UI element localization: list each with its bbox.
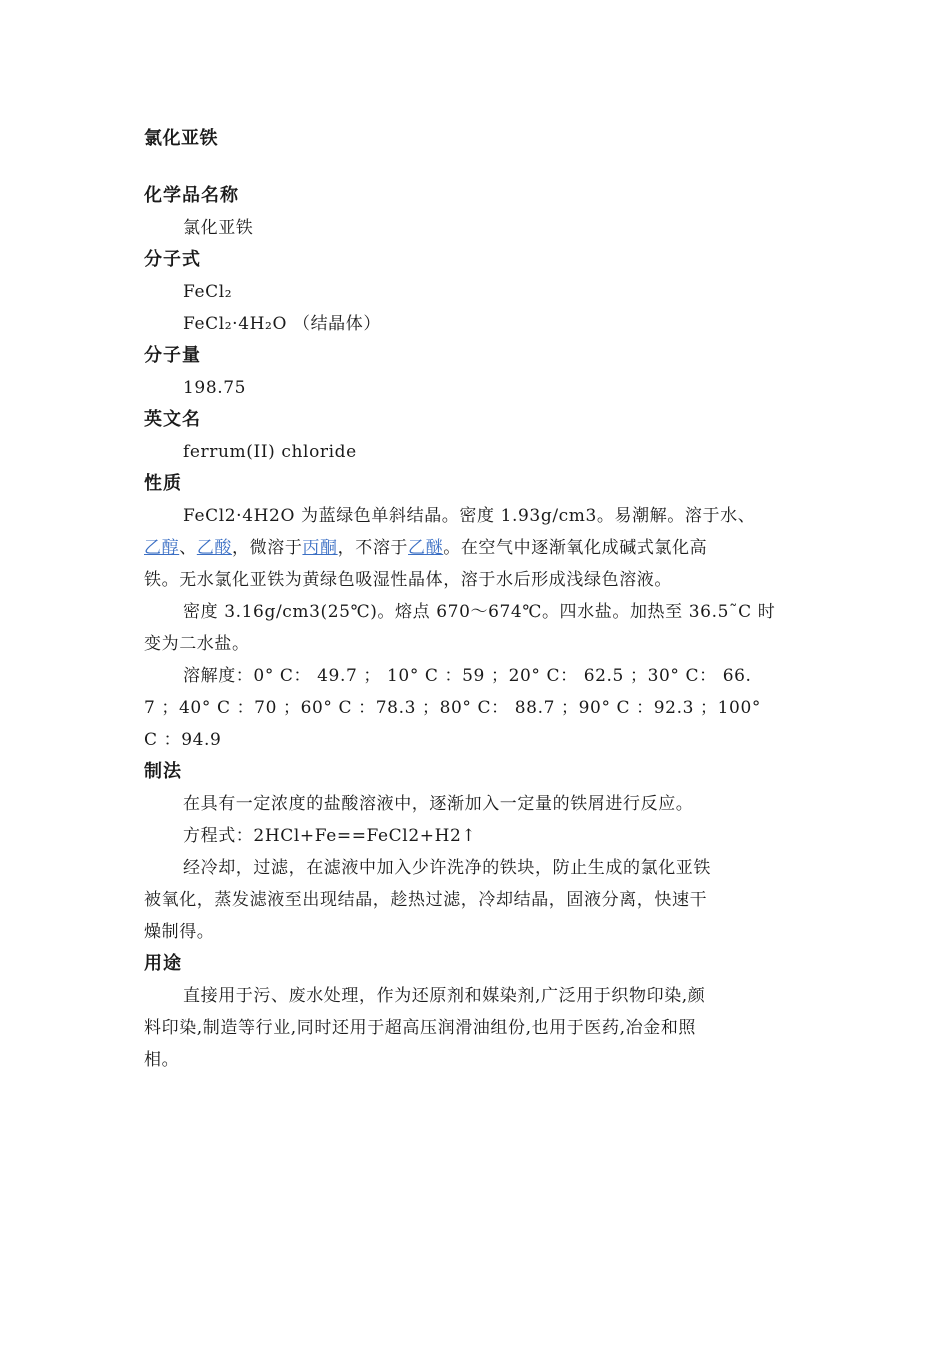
uses-text: 相。 <box>144 1050 180 1070</box>
heading-formula: 分子式 <box>144 249 201 270</box>
heading-molecular-weight: 分子量 <box>144 345 201 366</box>
properties-solubility-text: C ：94.9 <box>144 730 222 750</box>
document-title: 氯化亚铁 <box>144 128 218 149</box>
properties-density-text: 变为二水盐。 <box>144 634 250 654</box>
chemical-name-value: 氯化亚铁 <box>183 218 254 238</box>
document-body <box>144 180 808 1076</box>
properties-solubility-text: 溶解度：0° C： 49.7 ； 10° C ：59 ；20° C： 62.5 ；30° C： 66. <box>183 666 752 686</box>
properties-text: 。在空气中逐渐氧化成碱式氯化高 <box>443 538 708 558</box>
uses-text: 料印染,制造等行业,同时还用于超高压润滑油组份,也用于医药,冶金和照 <box>144 1018 697 1038</box>
preparation-equation: 方程式：2HCl+Fe==FeCl2+H2↑ <box>183 826 477 846</box>
properties-text <box>144 532 808 564</box>
english-name-value: ferrum(II) chloride <box>183 442 357 462</box>
properties-text: 铁。无水氯化亚铁为黄绿色吸湿性晶体，溶于水后形成浅绿色溶液。 <box>144 570 672 590</box>
heading-properties: 性质 <box>144 473 182 494</box>
uses-text: 直接用于污、废水处理，作为还原剂和媒染剂,广泛用于织物印染,颜 <box>183 986 706 1006</box>
preparation-text: 在具有一定浓度的盐酸溶液中，逐渐加入一定量的铁屑进行反应。 <box>183 794 694 814</box>
properties-density-text: 密度 3.16g/cm3(25℃)。熔点 670～674℃。四水盐。加热至 36.5˜C 时 <box>183 602 776 622</box>
link-acetic-acid[interactable]: 乙酸 <box>196 538 233 558</box>
properties-text: 、 <box>179 538 197 558</box>
link-ethanol[interactable]: 乙醇 <box>144 538 180 558</box>
formula-line-1: FeCl₂ <box>183 282 233 302</box>
preparation-steps: 经冷却，过滤，在滤液中加入少许洗净的铁块，防止生成的氯化亚铁 <box>183 858 711 878</box>
heading-preparation: 制法 <box>144 761 182 782</box>
properties-text: ，微溶于 <box>232 538 303 558</box>
properties-solubility-text: 7 ；40° C ：70 ；60° C ：78.3 ；80° C： 88.7 ；90° C ：92.3 ；100° <box>144 698 761 718</box>
properties-text: ，不溶于 <box>337 538 409 558</box>
heading-uses: 用途 <box>144 953 182 974</box>
link-ether[interactable]: 乙醚 <box>408 538 444 558</box>
molecular-weight-value: 198.75 <box>183 378 247 398</box>
heading-english-name: 英文名 <box>144 409 201 430</box>
link-acetone[interactable]: 丙酮 <box>302 538 338 558</box>
properties-text: FeCl2·4H2O 为蓝绿色单斜结晶。密度 1.93g/cm3。易潮解。溶于水、 <box>183 506 756 526</box>
preparation-steps: 燥制得。 <box>144 922 215 942</box>
preparation-steps: 被氧化，蒸发滤液至出现结晶，趁热过滤，冷却结晶，固液分离，快速干 <box>144 890 708 910</box>
formula-line-2: FeCl₂·4H₂O （结晶体） <box>183 314 381 334</box>
heading-chemical-name: 化学品名称 <box>144 185 239 206</box>
